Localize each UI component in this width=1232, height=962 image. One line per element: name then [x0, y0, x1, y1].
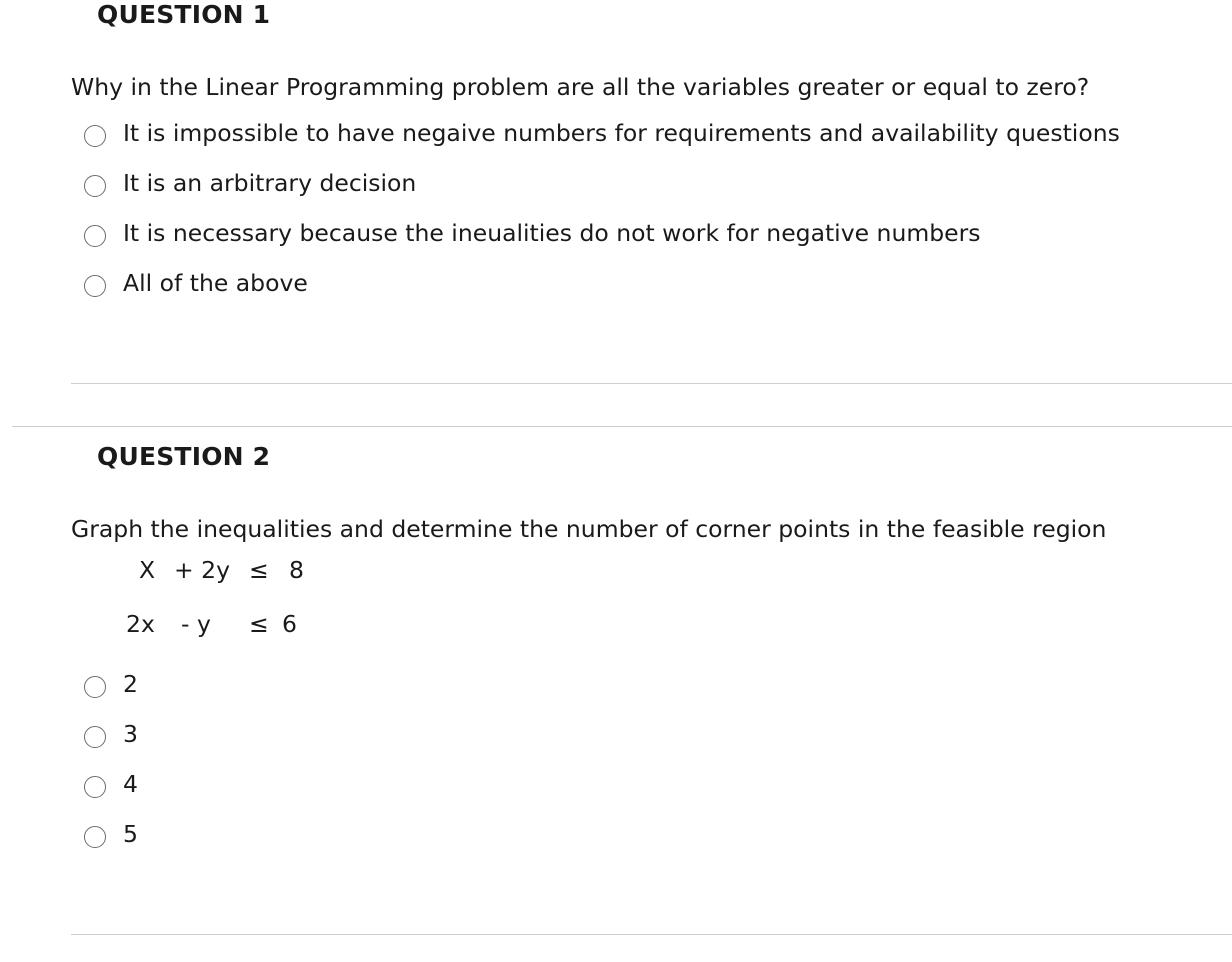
inequality-1-term-1: X — [139, 556, 156, 584]
inequality-2-term-1: 2x — [126, 610, 155, 638]
q1-option-1[interactable] — [84, 119, 1120, 147]
inequality-2-operator: ≤ — [249, 610, 269, 638]
inequality-1-term-2: + 2y — [174, 556, 231, 584]
question-1-title: QUESTION 1 — [97, 0, 271, 29]
radio-button[interactable] — [84, 225, 106, 247]
question-2-bottom-divider — [71, 934, 1232, 935]
inequality-1 — [0, 556, 400, 588]
option-label: It is impossible to have negaive numbers for requirements and availability questions — [123, 119, 1120, 147]
option-label: It is an arbitrary decision — [123, 169, 417, 197]
radio-button[interactable] — [84, 676, 106, 698]
inequality-2-term-2: - y — [181, 610, 211, 638]
option-label: 3 — [123, 720, 138, 748]
radio-button[interactable] — [84, 776, 106, 798]
radio-button[interactable] — [84, 726, 106, 748]
option-label: 2 — [123, 670, 138, 698]
question-2-text: Graph the inequalities and determine the number of corner points in the feasible region — [71, 515, 1107, 543]
q1-option-4[interactable] — [84, 269, 308, 297]
radio-button[interactable] — [84, 275, 106, 297]
q2-option-4[interactable] — [84, 820, 138, 848]
inequality-2 — [0, 610, 400, 642]
q2-option-3[interactable] — [84, 770, 138, 798]
question-1-bottom-divider — [71, 383, 1232, 384]
question-separator — [12, 426, 1232, 427]
question-2-title: QUESTION 2 — [97, 442, 271, 471]
q1-option-2[interactable] — [84, 169, 416, 197]
q1-option-3[interactable] — [84, 219, 981, 247]
inequality-2-rhs: 6 — [282, 610, 297, 638]
option-label: 5 — [123, 820, 138, 848]
question-1-text: Why in the Linear Programming problem are all the variables greater or equal to zero? — [71, 73, 1090, 101]
radio-button[interactable] — [84, 826, 106, 848]
option-label: It is necessary because the ineualities do not work for negative numbers — [123, 219, 981, 247]
option-label: 4 — [123, 770, 138, 798]
radio-button[interactable] — [84, 125, 106, 147]
option-label: All of the above — [123, 269, 308, 297]
radio-button[interactable] — [84, 175, 106, 197]
q2-option-2[interactable] — [84, 720, 138, 748]
inequality-1-rhs: 8 — [289, 556, 304, 584]
q2-option-1[interactable] — [84, 670, 138, 698]
inequality-1-operator: ≤ — [249, 556, 269, 584]
